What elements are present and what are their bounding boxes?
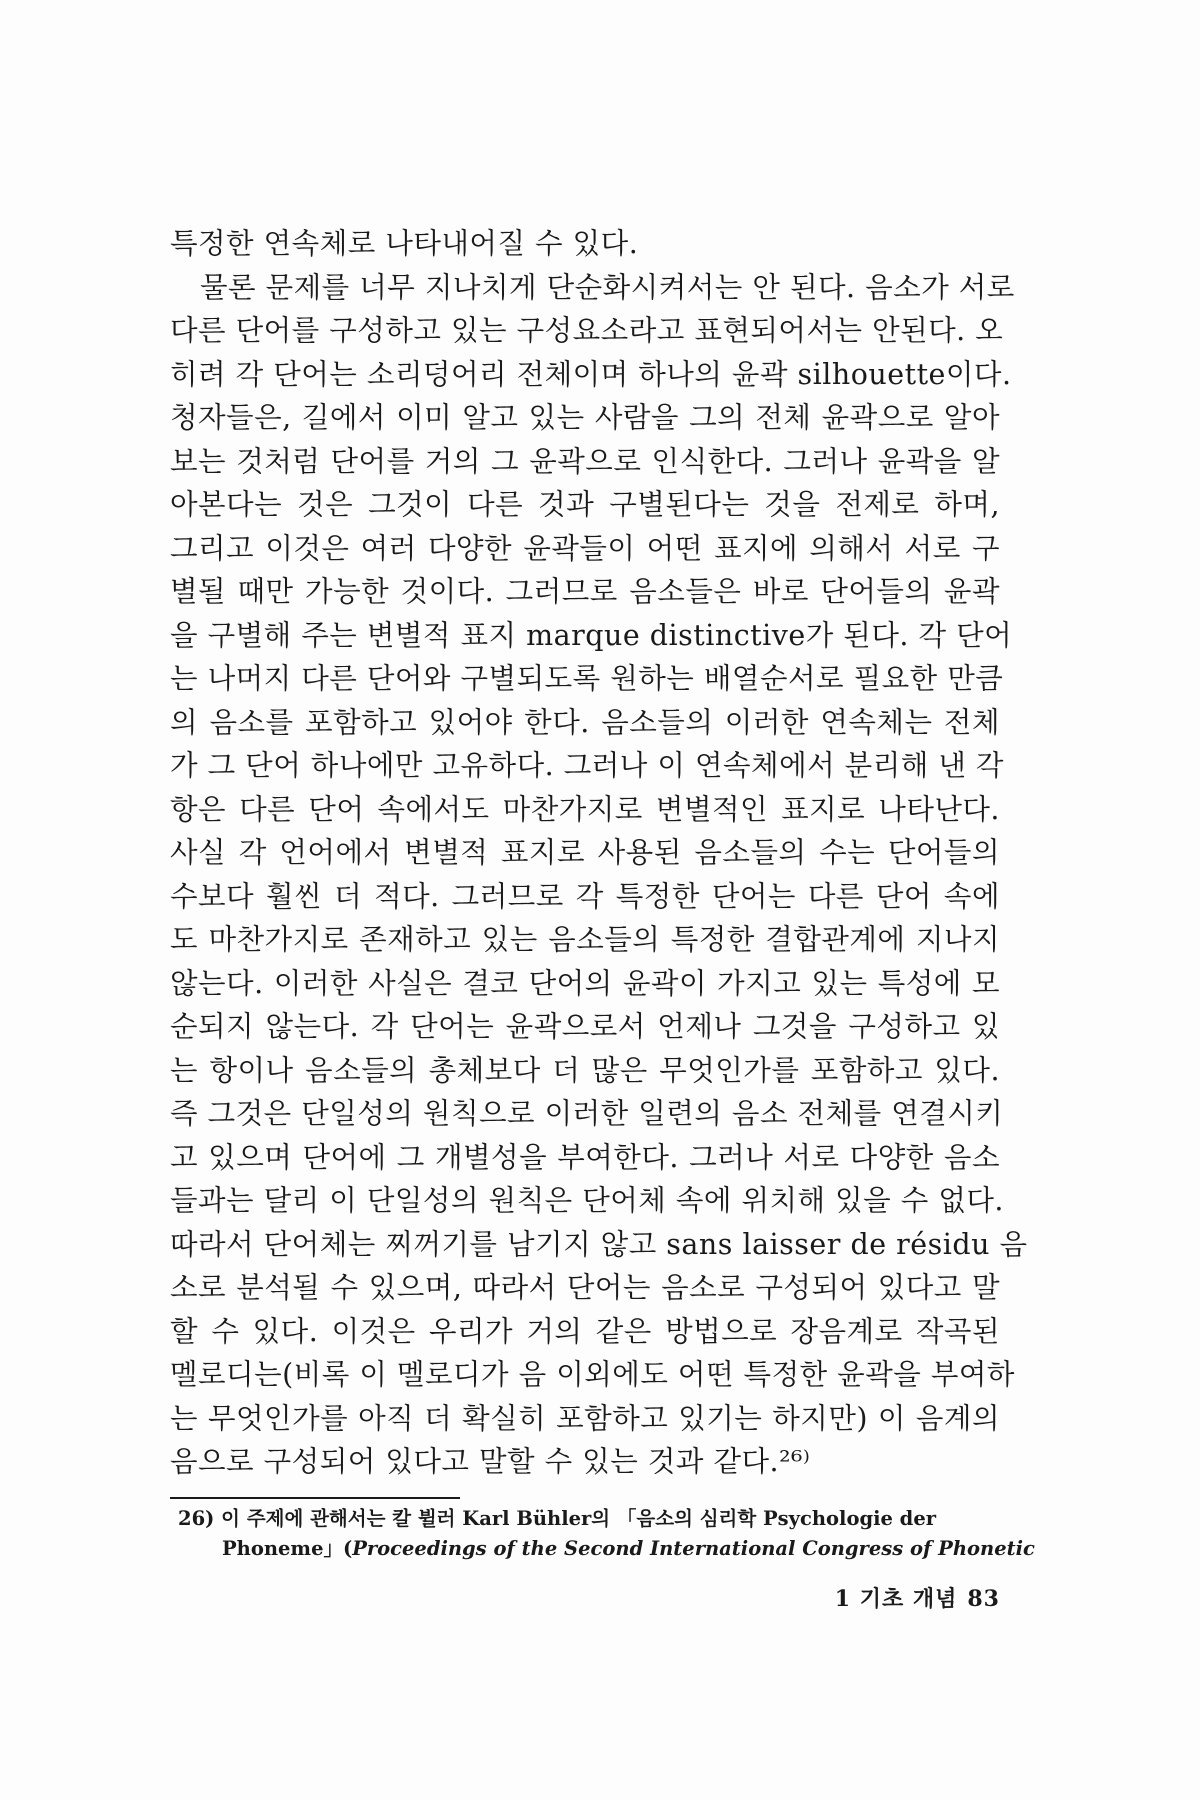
body-line: 않는다. 이러한 사실은 결코 단어의 윤곽이 가지고 있는 특성에 모 bbox=[170, 966, 1000, 1000]
body-line: 할 수 있다. 이것은 우리가 거의 같은 방법으로 장음계로 작곡된 bbox=[170, 1314, 1000, 1348]
body-line: 특정한 연속체로 나타내어질 수 있다. bbox=[170, 227, 639, 260]
footnote-citation-title: Proceedings of the Second International Congress of Phonetic bbox=[352, 1537, 1035, 1560]
body-line: 의 음소를 포함하고 있어야 한다. 음소들의 이러한 연속체는 전체 bbox=[170, 705, 1000, 739]
body-text bbox=[170, 222, 1028, 1484]
body-line: 항은 다른 단어 속에서도 마찬가지로 변별적인 표지로 나타난다. bbox=[170, 792, 1000, 826]
body-line: 수보다 훨씬 더 적다. 그러므로 각 특정한 단어는 다른 단어 속에 bbox=[170, 879, 1000, 913]
body-line: 히려 각 단어는 소리덩어리 전체이며 하나의 윤곽 silhouette이다. bbox=[170, 357, 1012, 391]
body-line: 사실 각 언어에서 변별적 표지로 사용된 음소들의 수는 단어들의 bbox=[170, 836, 1000, 869]
body-line: 아본다는 것은 그것이 다른 것과 구별된다는 것을 전제로 하며, bbox=[170, 488, 1000, 521]
running-footer bbox=[835, 1582, 1000, 1613]
body-line: 멜로디는(비록 이 멜로디가 음 이외에도 어떤 특정한 윤곽을 부여하 bbox=[170, 1358, 1015, 1391]
body-line: 즉 그것은 단일성의 원칙으로 이러한 일련의 음소 전체를 연결시키 bbox=[170, 1097, 1004, 1130]
body-line: 을 구별해 주는 변별적 표지 marque distinctive가 된다. 각 단어 bbox=[170, 618, 1013, 652]
body-line: 들과는 달리 이 단일성의 원칙은 단어체 속에 위치해 있을 수 없다. bbox=[170, 1184, 1004, 1217]
body-line: 따라서 단어체는 찌꺼기를 남기지 않고 sans laisser de résidu 음 bbox=[170, 1227, 1028, 1261]
body-line: 순되지 않는다. 각 단어는 윤곽으로서 언제나 그것을 구성하고 있 bbox=[170, 1010, 1000, 1043]
body-line: 고 있으며 단어에 그 개별성을 부여한다. 그러나 서로 다양한 음소 bbox=[170, 1140, 1000, 1174]
body-line: 는 무엇인가를 아직 더 확실히 포함하고 있기는 하지만) 이 음계의 bbox=[170, 1401, 1000, 1435]
body-line: 별될 때만 가능한 것이다. 그러므로 음소들은 바로 단어들의 윤곽 bbox=[170, 575, 1000, 608]
body-line: 다른 단어를 구성하고 있는 구성요소라고 표현되어서는 안된다. 오 bbox=[170, 314, 1004, 347]
body-line: 소로 분석될 수 있으며, 따라서 단어는 음소로 구성되어 있다고 말 bbox=[170, 1271, 1000, 1304]
footnote-26 bbox=[178, 1504, 1035, 1564]
body-line: 는 항이나 음소들의 총체보다 더 많은 무엇인가를 포함하고 있다. bbox=[170, 1053, 1000, 1087]
body-line: 물론 문제를 너무 지나치게 단순화시켜서는 안 된다. 음소가 서로 bbox=[200, 270, 1015, 304]
footnote-line bbox=[178, 1534, 1035, 1564]
page-number: 83 bbox=[967, 1586, 1000, 1612]
body-line: 가 그 단어 하나에만 고유하다. 그러나 이 연속체에서 분리해 낸 각 bbox=[170, 749, 1004, 782]
footnote-line: 26) 이 주제에 관해서는 칼 뷜러 Karl Bühler의 「음소의 심리학 Psychologie der bbox=[178, 1507, 937, 1530]
body-line: 그리고 이것은 여러 다양한 윤곽들이 어떤 표지에 의해서 서로 구 bbox=[170, 531, 1000, 565]
body-line: 청자들은, 길에서 이미 알고 있는 사람을 그의 전체 윤곽으로 알아 bbox=[170, 401, 1000, 434]
body-line: 음으로 구성되어 있다고 말할 수 있는 것과 같다.²⁶⁾ bbox=[170, 1445, 811, 1478]
body-line: 는 나머지 다른 단어와 구별되도록 원하는 배열순서로 필요한 만큼 bbox=[170, 662, 1004, 695]
footnote-divider bbox=[170, 1497, 460, 1499]
body-line: 도 마찬가지로 존재하고 있는 음소들의 특정한 결합관계에 지나지 bbox=[170, 923, 1000, 956]
body-line: 보는 것처럼 단어를 거의 그 윤곽으로 인식한다. 그러나 윤곽을 알 bbox=[170, 444, 1000, 478]
footnote-text: Phoneme」( bbox=[222, 1537, 353, 1560]
chapter-title: 1 기초 개념 bbox=[834, 1586, 958, 1612]
